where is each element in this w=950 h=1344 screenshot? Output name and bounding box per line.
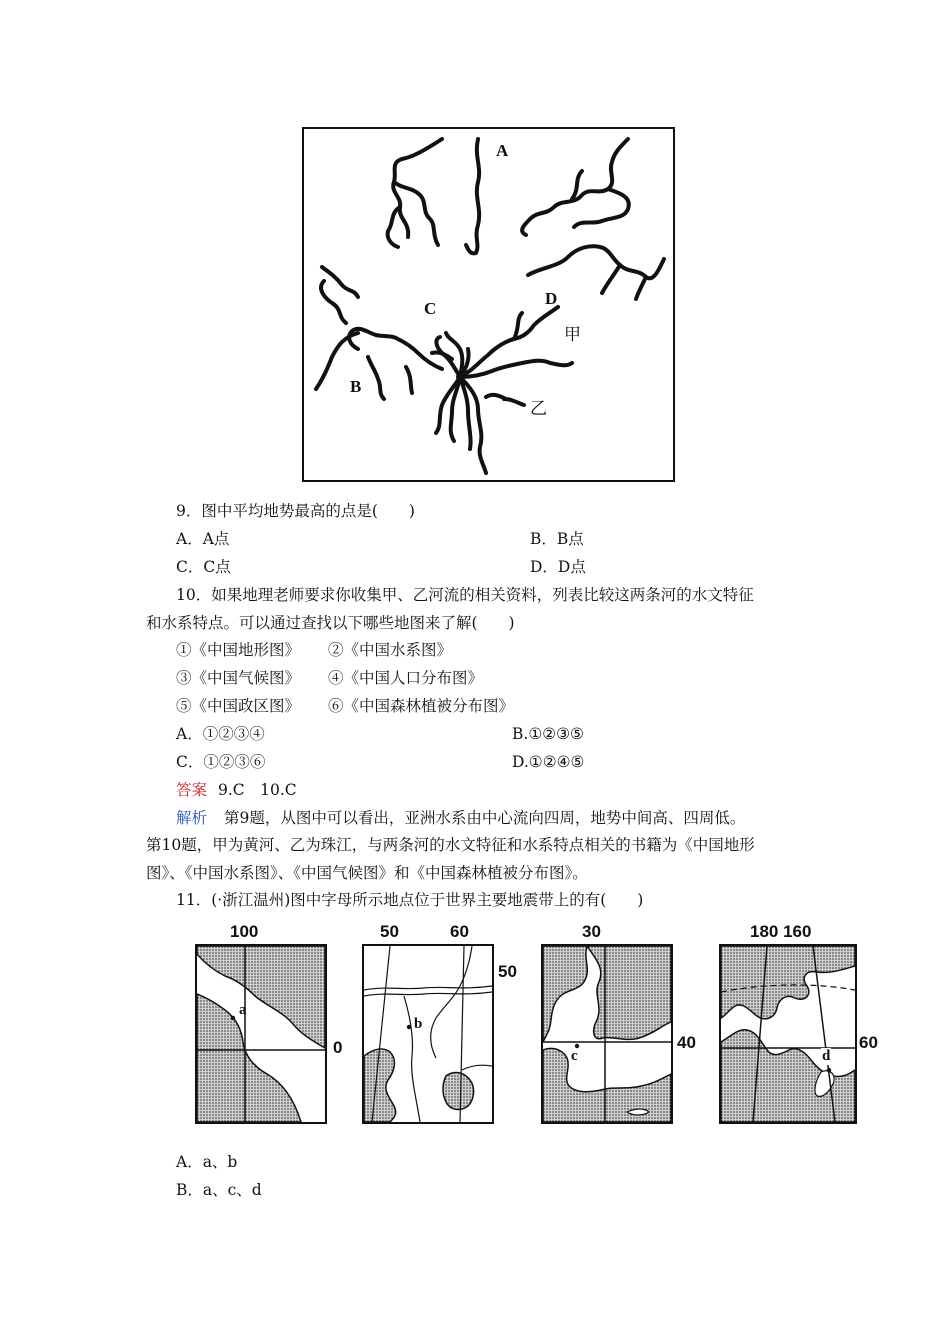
answer-line — [176, 780, 297, 800]
q11-map-1 — [195, 944, 327, 1124]
q11-point-d: d — [822, 1048, 831, 1064]
q11-map3-side-label: 40 — [677, 1033, 696, 1052]
q11-map2-top-label-1: 50 — [380, 922, 399, 941]
q11-map3-top-label: 30 — [582, 922, 601, 941]
q10-map-3: ③《中国气候图》 — [176, 669, 301, 687]
q11-map1-svg — [197, 946, 325, 1122]
q9-option-a[interactable]: A．A点 — [176, 530, 230, 548]
q9-option-b[interactable]: B．B点 — [530, 530, 584, 548]
q10-option-b[interactable]: B.①②③⑤ — [512, 725, 584, 743]
q10-option-d[interactable]: D.①②④⑤ — [512, 753, 585, 771]
q11-map-4 — [719, 944, 857, 1124]
q10-map-6: ⑥《中国森林植被分布图》 — [328, 697, 515, 715]
q11-point-b: b — [414, 1016, 423, 1032]
q11-map4-svg — [721, 946, 855, 1122]
q11-point-a: a — [239, 1002, 247, 1018]
analysis-label: 解析 — [176, 809, 208, 827]
q11-point-c: c — [571, 1048, 578, 1064]
map-label-yi: 乙 — [530, 399, 547, 419]
q10-option-a[interactable]: A．①②③④ — [176, 725, 265, 743]
q9-stem: 9．图中平均地势最高的点是( ) — [176, 502, 415, 520]
q10-map-4: ④《中国人口分布图》 — [328, 669, 484, 687]
map-label-jia: 甲 — [564, 325, 581, 345]
q10-stem-line1: 10．如果地理老师要求你收集甲、乙河流的相关资料，列表比较这两条河的水文特征 — [176, 586, 754, 604]
map-label-b: B — [350, 377, 362, 396]
map-label-d: D — [545, 289, 558, 308]
q10-stem-line2: 和水系特点。可以通过查找以下哪些地图来了解( ) — [146, 614, 515, 632]
analysis-text-1: 第9题，从图中可以看出，亚洲水系由中心流向四周，地势中间高、四周低。 — [223, 809, 746, 827]
q11-map4-top-label: 180 160 — [750, 922, 812, 941]
analysis-line3: 图》、《中国水系图》、《中国气候图》和《中国森林植被分布图》。 — [146, 864, 588, 882]
q11-map1-top-label: 100 — [230, 922, 259, 941]
q11-option-b[interactable]: B．a、c、d — [176, 1181, 262, 1199]
analysis-line1 — [176, 808, 745, 828]
q11-map2-top-label-2: 60 — [450, 922, 469, 941]
q9-option-d[interactable]: D．D点 — [530, 558, 586, 576]
q11-map3-svg — [543, 946, 671, 1122]
q11-map2-svg — [364, 946, 492, 1122]
q11-map4-side-label: 60 — [859, 1033, 878, 1052]
q11-option-a[interactable]: A．a、b — [176, 1153, 238, 1171]
q11-map-3 — [541, 944, 673, 1124]
river-system-map — [302, 127, 675, 482]
q10-option-c[interactable]: C．①②③⑥ — [176, 753, 266, 771]
q11-stem: 11．(·浙江温州)图中字母所示地点位于世界主要地震带上的有( ) — [176, 891, 644, 909]
q10-map-5: ⑤《中国政区图》 — [176, 697, 301, 715]
q9-option-c[interactable]: C．C点 — [176, 558, 231, 576]
map-label-a: A — [496, 141, 509, 160]
answer-label: 答案 — [176, 781, 208, 799]
answer-text: 9.C 10.C — [217, 781, 297, 799]
map-label-c: C — [424, 299, 437, 318]
q11-map2-side-label: 50 — [498, 962, 517, 981]
river-map-svg — [302, 127, 675, 482]
q11-map1-side-label: 0 — [333, 1038, 343, 1057]
q11-map-2 — [362, 944, 494, 1124]
q10-map-1: ①《中国地形图》 — [176, 641, 301, 659]
analysis-line2: 第10题，甲为黄河、乙为珠江，与两条河的水文特征和水系特点相关的书籍为《中国地形 — [146, 836, 755, 854]
q10-map-2: ②《中国水系图》 — [328, 641, 453, 659]
